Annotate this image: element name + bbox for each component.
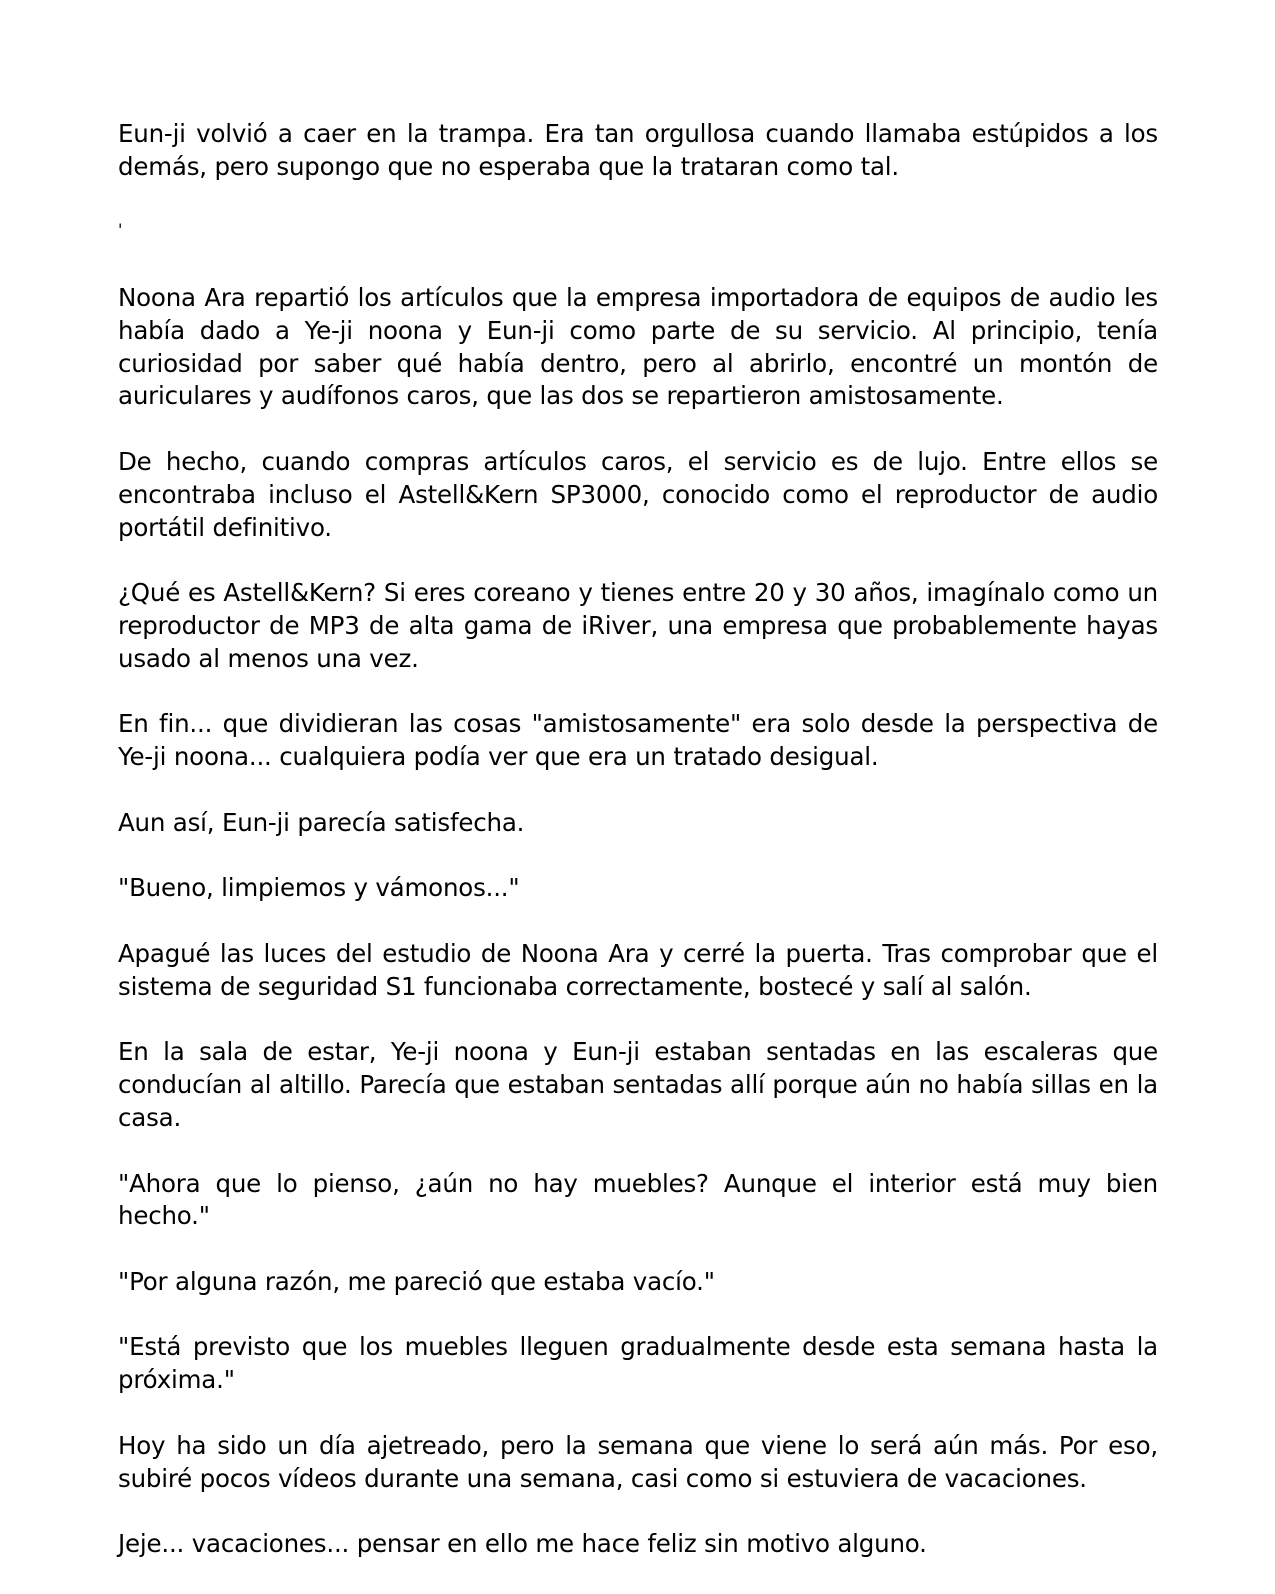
paragraph: Aun así, Eun-ji parecía satisfecha. xyxy=(118,807,525,837)
paragraph: Apagué las luces del estudio de Noona Ara y cerré la puerta. Tras comprobar que el sistema de seguridad S1 funcionaba correctamente, bostecé y salí al salón. xyxy=(118,938,1158,1001)
document-body xyxy=(118,118,1158,1594)
paragraph: Jeje... vacaciones... pensar en ello me hace feliz sin motivo alguno. xyxy=(118,1529,927,1559)
paragraph: "Está previsto que los muebles lleguen gradualmente desde esta semana hasta la próxima." xyxy=(118,1332,1158,1395)
paragraph: En la sala de estar, Ye-ji noona y Eun-ji estaban sentadas en las escaleras que conducían al altillo. Parecía que estaban sentadas allí porque aún no había sillas en la casa. xyxy=(118,1037,1158,1132)
paragraph: "Ahora que lo pienso, ¿aún no hay muebles? Aunque el interior está muy bien hecho." xyxy=(118,1168,1158,1231)
paragraph: ¿Qué es Astell&Kern? Si eres coreano y tienes entre 20 y 30 años, imagínalo como un reproductor de MP3 de alta gama de iRiver, una empresa que probablemente hayas usado al menos una vez. xyxy=(118,578,1158,673)
stray-mark: ' xyxy=(118,220,123,240)
paragraph: De hecho, cuando compras artículos caros, el servicio es de lujo. Entre ellos se encontraba incluso el Astell&Kern SP3000, conocido como el reproductor de audio portátil definitivo. xyxy=(118,446,1158,542)
paragraph: En fin... que dividieran las cosas "amistosamente" era solo desde la perspectiva de Ye-ji noona... cualquiera podía ver que era un tratado desigual. xyxy=(118,709,1158,772)
paragraph: Eun-ji volvió a caer en la trampa. Era tan orgullosa cuando llamaba estúpidos a los demás, pero supongo que no esperaba que la trataran como tal. xyxy=(118,119,1158,181)
paragraph: "Bueno, limpiemos y vámonos..." xyxy=(118,873,520,903)
paragraph: Hoy ha sido un día ajetreado, pero la semana que viene lo será aún más. Por eso, subiré pocos vídeos durante una semana, casi como si estuviera de vacaciones. xyxy=(118,1430,1158,1493)
paragraph: "Por alguna razón, me pareció que estaba vacío." xyxy=(118,1266,715,1296)
paragraph: Noona Ara repartió los artículos que la empresa importadora de equipos de audio les había dado a Ye-ji noona y Eun-ji como parte de su servicio. Al principio, tenía curiosidad por saber qué había dentro, pero al abrirlo, encontré un montón de auriculares y audífonos caros, que las dos se repartieron amistosamente. xyxy=(118,282,1158,411)
